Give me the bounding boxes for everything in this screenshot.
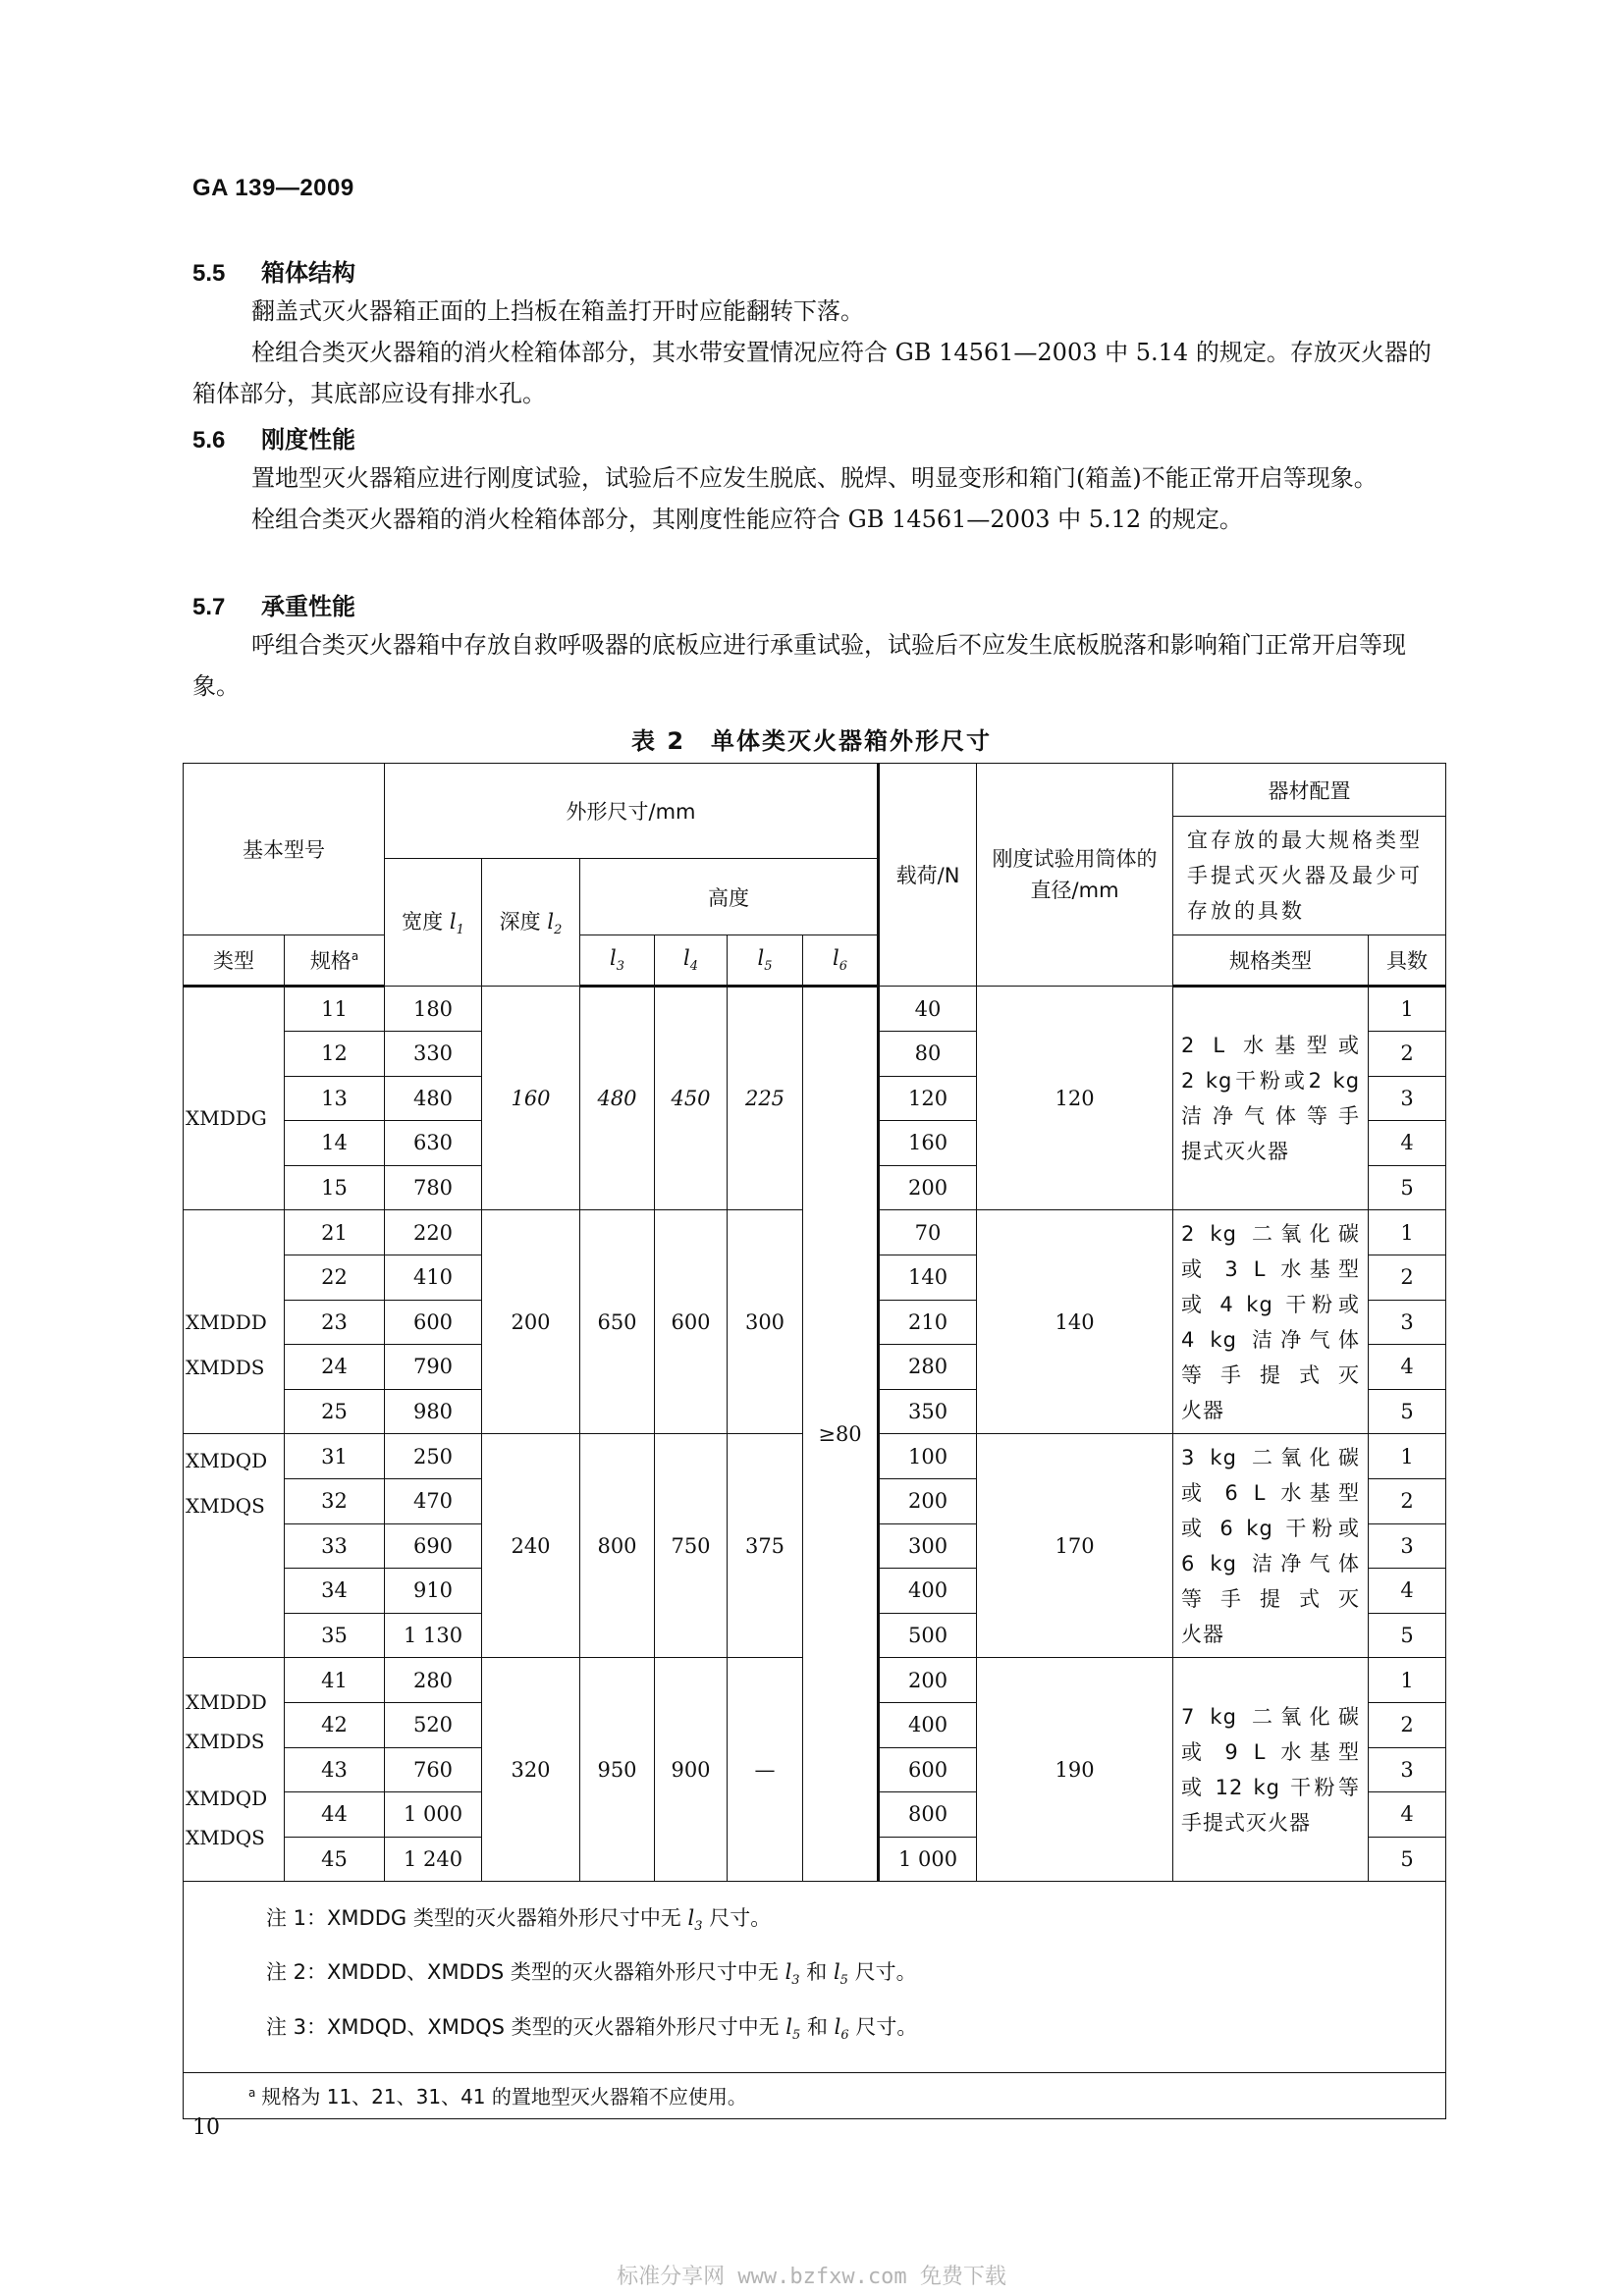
config-line: 或 12 kg 干粉等 [1181, 1775, 1361, 1799]
type-name: XMDDG [186, 1106, 267, 1131]
count-cell: 2 [1369, 1032, 1446, 1077]
config-line: 火器 [1181, 1398, 1225, 1422]
l3-cell: 950 [580, 1658, 655, 1882]
type-cell [184, 1434, 285, 1658]
note-symbol: $l_6$ [834, 2014, 849, 2043]
count-cell: 5 [1369, 1613, 1446, 1658]
note-symbol: $l_5$ [833, 1960, 848, 1989]
count-cell: 4 [1369, 1569, 1446, 1614]
load-cell: 200 [879, 1658, 977, 1703]
header-spec-type: 规格类型 [1173, 935, 1369, 987]
load-cell: 100 [879, 1434, 977, 1479]
l4-cell: 600 [655, 1210, 728, 1434]
spec-cell: 43 [285, 1747, 385, 1792]
count-cell: 5 [1369, 1837, 1446, 1882]
header-basic-model: 基本型号 [184, 764, 385, 935]
width-cell: 1 240 [385, 1837, 482, 1882]
depth-cell: 160 [482, 987, 580, 1210]
dimensions-table-wrapper [183, 763, 1445, 2119]
config-line: 手提式灭火器 [1181, 1810, 1312, 1835]
depth-cell: 200 [482, 1210, 580, 1434]
section-title: 箱体结构 [261, 259, 355, 287]
header-width-label: 宽度 [402, 910, 444, 934]
header-type: 类型 [184, 935, 285, 987]
header-spec [285, 935, 385, 987]
footnote-text: 规格为 11、21、31、41 的置地型灭火器箱不应使用。 [261, 2085, 747, 2109]
type-name: XMDDS [186, 1355, 265, 1379]
count-cell: 1 [1369, 1210, 1446, 1255]
l4-cell: 900 [655, 1658, 728, 1882]
l5-cell: 300 [728, 1210, 803, 1434]
count-cell: 1 [1369, 987, 1446, 1032]
l3-cell: 800 [580, 1434, 655, 1658]
spec-cell: 45 [285, 1837, 385, 1882]
config-line: 洁净气体等手 [1181, 1104, 1361, 1129]
section-heading-5-7 [192, 587, 355, 621]
config-line: 6 kg 洁净气体 [1181, 1551, 1361, 1575]
width-cell: 410 [385, 1255, 482, 1300]
width-cell: 1 130 [385, 1613, 482, 1658]
diameter-cell: 140 [977, 1210, 1173, 1434]
section-number: 5.5 [192, 260, 226, 287]
spec-cell: 35 [285, 1613, 385, 1658]
diameter-cell: 120 [977, 987, 1173, 1210]
spec-cell: 25 [285, 1389, 385, 1434]
load-cell: 600 [879, 1747, 977, 1792]
equipment-config-cell [1173, 1434, 1369, 1658]
header-test-diameter: 刚度试验用筒体的直径/mm [977, 764, 1173, 987]
count-cell: 2 [1369, 1478, 1446, 1523]
paragraph: 呼组合类灭火器箱中存放自救呼吸器的底板应进行承重试验，试验后不应发生底板脱落和影响箱门正常开启等现象。 [192, 631, 1406, 700]
page-number: 10 [192, 2115, 220, 2140]
spec-cell: 24 [285, 1345, 385, 1390]
spec-cell: 31 [285, 1434, 385, 1479]
header-equipment-desc: 宜存放的最大规格类型手提式灭火器及最少可存放的具数 [1173, 817, 1446, 935]
config-line: 7 kg 二氧化碳 [1181, 1704, 1361, 1729]
count-cell: 3 [1369, 1076, 1446, 1121]
count-cell: 3 [1369, 1300, 1446, 1345]
load-cell: 200 [879, 1478, 977, 1523]
table-caption: 表 2 单体类灭火器箱外形尺寸 [630, 727, 993, 755]
load-cell: 500 [879, 1613, 977, 1658]
count-cell: 3 [1369, 1523, 1446, 1569]
load-cell: 210 [879, 1300, 977, 1345]
header-l5: $l_5$ [728, 935, 803, 987]
type-name: XMDQD [186, 1786, 268, 1810]
spec-cell: 22 [285, 1255, 385, 1300]
width-cell: 600 [385, 1300, 482, 1345]
depth-cell: 240 [482, 1434, 580, 1658]
notes-cell [184, 1882, 1446, 2073]
table-note [266, 1949, 1445, 2003]
type-cell [184, 1658, 285, 1882]
spec-cell: 13 [285, 1076, 385, 1121]
note-symbol: $l_3$ [687, 1906, 703, 1935]
spec-cell: 11 [285, 987, 385, 1032]
config-line: 或 4 kg 干粉或 [1181, 1292, 1361, 1316]
header-depth-symbol: $l_2$ [547, 910, 563, 938]
type-cell [184, 987, 285, 1210]
load-cell: 800 [879, 1792, 977, 1838]
equipment-config-cell [1173, 987, 1369, 1210]
spec-cell: 42 [285, 1702, 385, 1747]
config-line: 等 手 提 式 灭 [1181, 1362, 1361, 1387]
spec-cell: 21 [285, 1210, 385, 1255]
load-cell: 40 [879, 987, 977, 1032]
config-line: 2 L 水基型或 [1181, 1034, 1361, 1058]
table-row [184, 987, 1446, 1032]
section-title: 刚度性能 [261, 426, 355, 454]
type-name: XMDDS [186, 1729, 265, 1753]
load-cell: 1 000 [879, 1837, 977, 1882]
note-joiner: 和 [800, 2014, 835, 2039]
load-cell: 300 [879, 1523, 977, 1569]
load-cell: 70 [879, 1210, 977, 1255]
header-l4: $l_4$ [655, 935, 728, 987]
header-width-symbol: $l_1$ [449, 910, 464, 938]
l4-cell: 450 [655, 987, 728, 1210]
type-name: XMDDD [186, 1689, 267, 1714]
table-note [266, 2004, 1445, 2058]
note-symbol: $l_3$ [784, 1960, 800, 1989]
dimensions-table [183, 763, 1446, 2119]
document-id: GA 139—2009 [192, 175, 354, 201]
header-height: 高度 [580, 859, 879, 935]
spec-cell: 12 [285, 1032, 385, 1077]
count-cell: 5 [1369, 1389, 1446, 1434]
section-number: 5.6 [192, 427, 226, 454]
width-cell: 790 [385, 1345, 482, 1390]
note-symbol: $l_5$ [785, 2014, 801, 2043]
width-cell: 480 [385, 1076, 482, 1121]
width-cell: 280 [385, 1658, 482, 1703]
note-suffix: 尺寸。 [702, 1906, 772, 1931]
header-spec-label: 规格 [309, 949, 352, 973]
spec-cell: 14 [285, 1121, 385, 1166]
width-cell: 1 000 [385, 1792, 482, 1838]
header-width [385, 859, 482, 987]
paragraph: 翻盖式灭火器箱正面的上挡板在箱盖打开时应能翻转下落。 [251, 297, 864, 325]
spec-cell: 32 [285, 1478, 385, 1523]
notes-row [184, 1882, 1446, 2073]
section-title: 承重性能 [261, 593, 355, 620]
count-cell: 2 [1369, 1702, 1446, 1747]
footnote-mark: a [248, 2085, 256, 2100]
load-cell: 200 [879, 1165, 977, 1210]
table-note [266, 1896, 1445, 1949]
note-suffix: 尺寸。 [847, 1960, 917, 1985]
section-5-7-body [192, 624, 1449, 707]
footnote-mark: a [351, 949, 359, 963]
l6-cell: ≥80 [803, 987, 879, 1882]
width-cell: 690 [385, 1523, 482, 1569]
spec-cell: 15 [285, 1165, 385, 1210]
width-cell: 910 [385, 1569, 482, 1614]
width-cell: 330 [385, 1032, 482, 1077]
count-cell: 4 [1369, 1345, 1446, 1390]
header-outer-dims: 外形尺寸/mm [385, 764, 879, 859]
section-heading-5-5 [192, 253, 355, 288]
width-cell: 470 [385, 1478, 482, 1523]
count-cell: 3 [1369, 1747, 1446, 1792]
diameter-cell: 190 [977, 1658, 1173, 1882]
load-cell: 400 [879, 1702, 977, 1747]
width-cell: 250 [385, 1434, 482, 1479]
spec-cell: 44 [285, 1792, 385, 1838]
type-name: XMDDD [186, 1309, 267, 1334]
config-line: 或 9 L 水基型 [1181, 1739, 1361, 1764]
section-5-6-body [192, 457, 1449, 540]
header-l6: $l_6$ [803, 935, 879, 987]
spec-cell: 33 [285, 1523, 385, 1569]
header-load: 载荷/N [879, 764, 977, 987]
l3-cell: 480 [580, 987, 655, 1210]
width-cell: 220 [385, 1210, 482, 1255]
header-depth-label: 深度 [499, 910, 541, 934]
load-cell: 280 [879, 1345, 977, 1390]
count-cell: 2 [1369, 1255, 1446, 1300]
width-cell: 520 [385, 1702, 482, 1747]
load-cell: 140 [879, 1255, 977, 1300]
header-l3: $l_3$ [580, 935, 655, 987]
paragraph: 置地型灭火器箱应进行刚度试验，试验后不应发生脱底、脱焊、明显变形和箱门(箱盖)不能正常开启等现象。 [251, 464, 1378, 492]
type-cell [184, 1210, 285, 1434]
count-cell: 1 [1369, 1658, 1446, 1703]
load-cell: 120 [879, 1076, 977, 1121]
note-text: 注 3：XMDQD、XMDQS 类型的灭火器箱外形尺寸中无 [266, 2014, 786, 2039]
type-name: XMDQD [186, 1449, 268, 1473]
note-suffix: 尺寸。 [848, 2014, 918, 2039]
load-cell: 80 [879, 1032, 977, 1077]
watermark: 标准分享网 www.bzfxw.com 免费下载 [617, 2265, 1006, 2289]
section-heading-5-6 [192, 420, 355, 454]
l4-cell: 750 [655, 1434, 728, 1658]
section-number: 5.7 [192, 594, 226, 620]
equipment-config-cell [1173, 1658, 1369, 1882]
count-cell: 4 [1369, 1792, 1446, 1838]
width-cell: 760 [385, 1747, 482, 1792]
header-equipment: 器材配置 [1173, 764, 1446, 817]
l5-cell: 225 [728, 987, 803, 1210]
note-text: 注 1：XMDDG 类型的灭火器箱外形尺寸中无 [266, 1906, 688, 1931]
type-name: XMDQS [186, 1494, 265, 1519]
type-name: XMDQS [186, 1825, 265, 1849]
config-line: 3 kg 二氧化碳 [1181, 1445, 1361, 1469]
header-count: 具数 [1369, 935, 1446, 987]
count-cell: 4 [1369, 1121, 1446, 1166]
width-cell: 180 [385, 987, 482, 1032]
config-line: 等 手 提 式 灭 [1181, 1586, 1361, 1611]
width-cell: 780 [385, 1165, 482, 1210]
config-line: 2 kg 二氧化碳 [1181, 1221, 1361, 1246]
footnote-row [184, 2072, 1446, 2118]
config-line: 或 6 kg 干粉或 [1181, 1516, 1361, 1540]
config-line: 2 kg干粉或2 kg [1181, 1069, 1361, 1094]
count-cell: 1 [1369, 1434, 1446, 1479]
l3-cell: 650 [580, 1210, 655, 1434]
diameter-cell: 170 [977, 1434, 1173, 1658]
depth-cell: 320 [482, 1658, 580, 1882]
spec-cell: 23 [285, 1300, 385, 1345]
note-text: 注 2：XMDDD、XMDDS 类型的灭火器箱外形尺寸中无 [266, 1960, 785, 1985]
note-joiner: 和 [799, 1960, 834, 1985]
spec-cell: 41 [285, 1658, 385, 1703]
spec-cell: 34 [285, 1569, 385, 1614]
paragraph: 栓组合类灭火器箱的消火栓箱体部分，其水带安置情况应符合 GB 14561—2003 中 5.14 的规定。存放灭火器的箱体部分，其底部应设有排水孔。 [192, 339, 1432, 407]
config-line: 或 3 L 水基型 [1181, 1256, 1361, 1281]
paragraph: 栓组合类灭火器箱的消火栓箱体部分，其刚度性能应符合 GB 14561—2003 中 5.12 的规定。 [251, 506, 1243, 533]
load-cell: 350 [879, 1389, 977, 1434]
config-line: 提式灭火器 [1181, 1140, 1290, 1164]
config-line: 或 6 L 水基型 [1181, 1480, 1361, 1505]
config-line: 4 kg 洁净气体 [1181, 1327, 1361, 1352]
load-cell: 160 [879, 1121, 977, 1166]
width-cell: 630 [385, 1121, 482, 1166]
equipment-config-cell [1173, 1210, 1369, 1434]
header-depth [482, 859, 580, 987]
config-line: 火器 [1181, 1622, 1225, 1646]
footnote-cell [184, 2072, 1446, 2118]
l5-cell: 375 [728, 1434, 803, 1658]
section-5-5-body [192, 291, 1449, 414]
count-cell: 5 [1369, 1165, 1446, 1210]
load-cell: 400 [879, 1569, 977, 1614]
width-cell: 980 [385, 1389, 482, 1434]
l5-cell: — [728, 1658, 803, 1882]
